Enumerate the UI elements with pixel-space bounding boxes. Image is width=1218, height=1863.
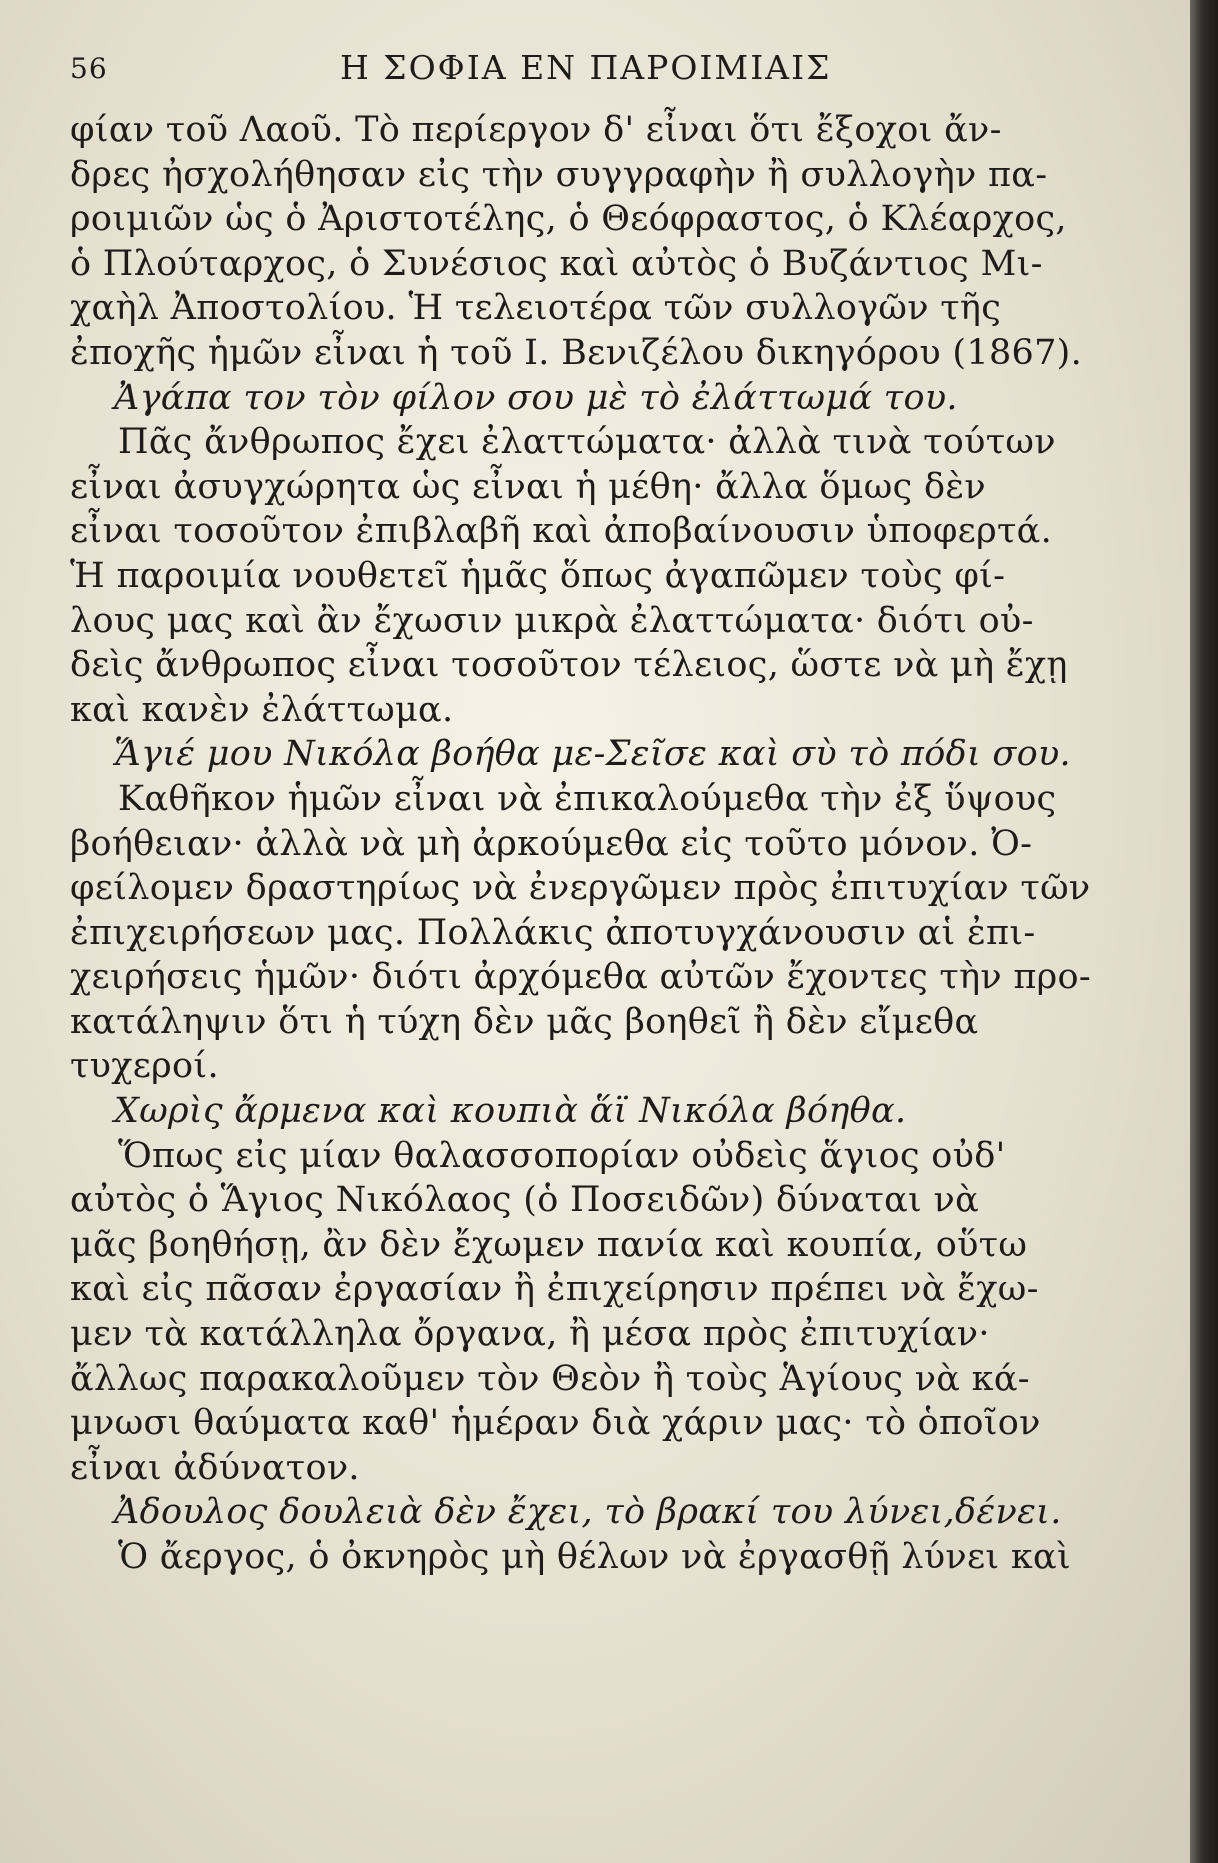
text-line: κατάληψιν ὅτι ἡ τύχη δὲν μᾶς βοηθεῖ ἢ δὲν εἴμεθα	[70, 1001, 979, 1042]
text-line: χαὴλ Ἀποστολίου. Ἡ τελειοτέρα τῶν συλλογῶν τῆς	[70, 288, 1002, 329]
text-line: μᾶς βοηθήσῃ, ἂν δὲν ἔχωμεν πανία καὶ κουπία, οὕτω	[70, 1224, 1028, 1265]
text-line: φείλομεν δραστηρίως νὰ ἐνεργῶμεν πρὸς ἐπιτυχίαν τῶν	[70, 868, 1091, 909]
text-line: λους μας καὶ ἂν ἔχωσιν μικρὰ ἐλαττώματα· διότι οὐ-	[70, 600, 1034, 641]
text-line: φίαν τοῦ Λαοῦ. Τὸ περίεργον δ' εἶναι ὅτι ἔξοχοι ἄν-	[70, 110, 1002, 150]
text-line: βοήθειαν· ἀλλὰ νὰ μὴ ἀρκούμεθα εἰς τοῦτο μόνον. Ὀ-	[70, 823, 1033, 864]
text-line: Ὁ ἄεργος, ὁ ὀκνηρὸς μὴ θέλων νὰ ἐργασθῇ λύνει καὶ	[118, 1537, 1071, 1577]
text-line: ροιμιῶν ὡς ὁ Ἀριστοτέλης, ὁ Θεόφραστος, ὁ Κλέαρχος,	[70, 199, 1067, 240]
text-line: δρες ἠσχολήθησαν εἰς τὴν συγγραφὴν ἢ συλλογὴν πα-	[70, 154, 1048, 195]
page-gutter-shadow	[1190, 0, 1218, 1863]
proverb-line: Χωρὶς ἄρμενα καὶ κουπιὰ ἅϊ Νικόλα βόηθα.	[114, 1091, 907, 1132]
text-line: Ἡ παροιμία νουθετεῖ ἡμᾶς ὅπως ἀγαπῶμεν τοὺς φί-	[70, 555, 1006, 596]
proverb-line: Ἀδουλος δουλειὰ δὲν ἔχει, τὸ βρακί του λύνει,δένει.	[114, 1492, 1062, 1533]
text-line: Πᾶς ἄνθρωπος ἔχει ἐλαττώματα· ἀλλὰ τινὰ τούτων	[118, 422, 1056, 463]
text-line: αὐτὸς ὁ Ἅγιος Νικόλαος (ὁ Ποσειδῶν) δύναται νὰ	[70, 1180, 980, 1221]
text-line: χειρήσεις ἡμῶν· διότι ἀρχόμεθα αὐτῶν ἔχοντες τὴν προ-	[70, 957, 1092, 998]
text-line: Ὅπως εἰς μίαν θαλασσοπορίαν οὐδεὶς ἅγιος οὐδ'	[118, 1135, 1006, 1176]
page-header	[70, 44, 1150, 96]
text-line: εἶναι τοσοῦτον ἐπιβλαβῆ καὶ ἀποβαίνουσιν ὑποφερτά.	[70, 511, 1053, 552]
text-line: τυχεροί.	[70, 1046, 219, 1087]
text-line: εἶναι ἀδύνατον.	[70, 1447, 360, 1488]
text-line: καὶ εἰς πᾶσαν ἐργασίαν ἢ ἐπιχείρησιν πρέπει νὰ ἔχω-	[70, 1269, 1039, 1310]
text-line: ἐποχῆς ἡμῶν εἶναι ἡ τοῦ Ι. Βενιζέλου δικηγόρου (1867).	[70, 332, 1083, 373]
text-line: ἐπιχειρήσεων μας. Πολλάκις ἀποτυγχάνουσιν αἱ ἐπι-	[70, 912, 1036, 953]
text-line: καὶ κανὲν ἐλάττωμα.	[70, 689, 454, 730]
text-line: μνωσι θαύματα καθ' ἡμέραν διὰ χάριν μας· τὸ ὁποῖον	[70, 1403, 1041, 1444]
text-line: Καθῆκον ἡμῶν εἶναι νὰ ἐπικαλούμεθα τὴν ἐξ ὕψους	[118, 778, 1057, 819]
running-title: Η ΣΟΦΙΑ ΕΝ ΠΑΡΟΙΜΙΑΙΣ	[340, 48, 832, 87]
text-line: εἶναι ἀσυγχώρητα ὡς εἶναι ἡ μέθη· ἄλλα ὅμως δὲν	[70, 466, 986, 507]
text-line: ἄλλως παρακαλοῦμεν τὸν Θεὸν ἢ τοὺς Ἁγίους νὰ κά-	[70, 1358, 1030, 1399]
text-line: ὁ Πλούταρχος, ὁ Συνέσιος καὶ αὐτὸς ὁ Βυζάντιος Μι-	[70, 243, 1043, 284]
text-line: μεν τὰ κατάλληλα ὄργανα, ἢ μέσα πρὸς ἐπιτυχίαν·	[70, 1314, 990, 1355]
body-text	[70, 108, 1150, 1580]
proverb-line: Ἀγάπα τον τὸν φίλον σου μὲ τὸ ἐλάττωμά του.	[114, 377, 958, 418]
text-line: δεὶς ἄνθρωπος εἶναι τοσοῦτον τέλειος, ὥστε νὰ μὴ ἔχῃ	[70, 645, 1068, 686]
page-number: 56	[70, 52, 108, 85]
proverb-line: Ἅγιέ μου Νικόλα βοήθα με-Σεῖσε καὶ σὺ τὸ πόδι σου.	[114, 734, 1071, 775]
